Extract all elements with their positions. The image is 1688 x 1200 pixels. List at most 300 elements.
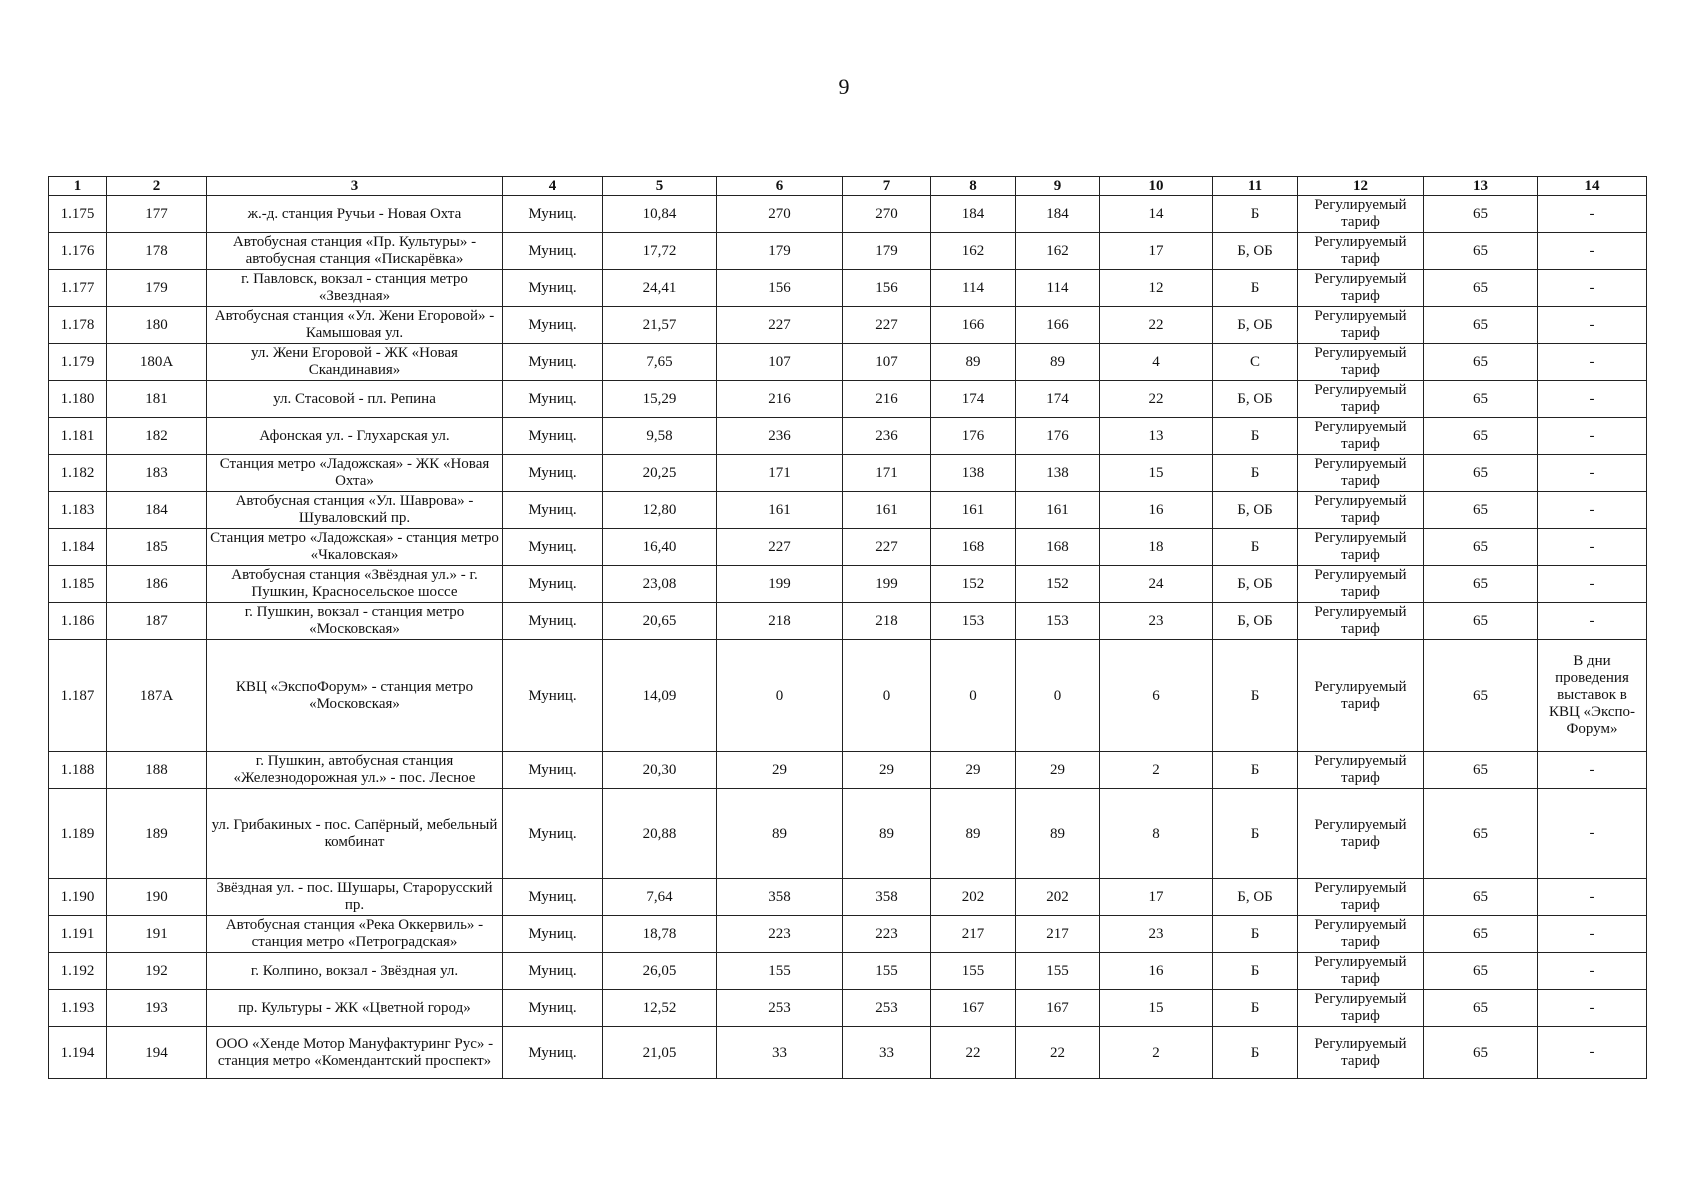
route-number-cell: 189 (107, 789, 207, 879)
route-length-cell: 18,78 (603, 916, 717, 953)
vehicle-count-cell: 16 (1100, 492, 1213, 529)
fare-cell: 65 (1424, 916, 1538, 953)
row-number-cell: 1.175 (49, 196, 107, 233)
route-name-cell: Станция метро «Ладожская» - станция метро «Чкаловская» (207, 529, 503, 566)
vehicle-class-cell: Б, ОБ (1213, 233, 1298, 270)
note-cell: - (1538, 752, 1647, 789)
vehicle-class-cell: Б (1213, 953, 1298, 990)
vehicle-count-cell: 23 (1100, 603, 1213, 640)
value-7-cell: 216 (843, 381, 931, 418)
row-number-cell: 1.179 (49, 344, 107, 381)
value-9-cell: 114 (1016, 270, 1100, 307)
route-number-cell: 192 (107, 953, 207, 990)
route-name-cell: г. Пушкин, автобусная станция «Железнодорожная ул.» - пос. Лесное (207, 752, 503, 789)
vehicle-count-cell: 12 (1100, 270, 1213, 307)
column-header-7: 7 (843, 177, 931, 196)
route-length-cell: 20,30 (603, 752, 717, 789)
value-8-cell: 29 (931, 752, 1016, 789)
route-name-cell: ж.-д. станция Ручьи - Новая Охта (207, 196, 503, 233)
row-number-cell: 1.183 (49, 492, 107, 529)
value-7-cell: 89 (843, 789, 931, 879)
route-number-cell: 193 (107, 990, 207, 1027)
route-type-cell: Муниц. (503, 307, 603, 344)
route-number-cell: 177 (107, 196, 207, 233)
fare-cell: 65 (1424, 566, 1538, 603)
vehicle-class-cell: Б (1213, 640, 1298, 752)
route-length-cell: 16,40 (603, 529, 717, 566)
value-7-cell: 107 (843, 344, 931, 381)
table-row (49, 196, 1647, 233)
table-body (49, 196, 1647, 1079)
row-number-cell: 1.180 (49, 381, 107, 418)
table-row (49, 916, 1647, 953)
vehicle-class-cell: Б, ОБ (1213, 307, 1298, 344)
table-row (49, 953, 1647, 990)
route-type-cell: Муниц. (503, 990, 603, 1027)
route-number-cell: 178 (107, 233, 207, 270)
value-8-cell: 114 (931, 270, 1016, 307)
value-6-cell: 155 (717, 953, 843, 990)
value-6-cell: 223 (717, 916, 843, 953)
route-name-cell: ул. Стасовой - пл. Репина (207, 381, 503, 418)
route-type-cell: Муниц. (503, 381, 603, 418)
route-name-cell: Звёздная ул. - пос. Шушары, Старорусский пр. (207, 879, 503, 916)
value-9-cell: 184 (1016, 196, 1100, 233)
table-row (49, 418, 1647, 455)
value-8-cell: 153 (931, 603, 1016, 640)
value-9-cell: 167 (1016, 990, 1100, 1027)
route-type-cell: Муниц. (503, 1027, 603, 1079)
route-length-cell: 21,05 (603, 1027, 717, 1079)
vehicle-count-cell: 18 (1100, 529, 1213, 566)
table-row (49, 307, 1647, 344)
fare-cell: 65 (1424, 640, 1538, 752)
value-8-cell: 184 (931, 196, 1016, 233)
vehicle-count-cell: 2 (1100, 1027, 1213, 1079)
value-6-cell: 358 (717, 879, 843, 916)
table-row (49, 233, 1647, 270)
table-row (49, 990, 1647, 1027)
fare-cell: 65 (1424, 879, 1538, 916)
value-9-cell: 202 (1016, 879, 1100, 916)
note-cell: - (1538, 455, 1647, 492)
route-number-cell: 188 (107, 752, 207, 789)
row-number-cell: 1.191 (49, 916, 107, 953)
route-number-cell: 187 (107, 603, 207, 640)
route-name-cell: Автобусная станция «Ул. Жени Егоровой» - Камышовая ул. (207, 307, 503, 344)
table-row (49, 640, 1647, 752)
vehicle-class-cell: Б, ОБ (1213, 381, 1298, 418)
value-9-cell: 89 (1016, 789, 1100, 879)
fare-cell: 65 (1424, 603, 1538, 640)
value-9-cell: 29 (1016, 752, 1100, 789)
column-header-11: 11 (1213, 177, 1298, 196)
value-9-cell: 174 (1016, 381, 1100, 418)
route-length-cell: 9,58 (603, 418, 717, 455)
note-cell: - (1538, 307, 1647, 344)
route-number-cell: 180 (107, 307, 207, 344)
value-7-cell: 218 (843, 603, 931, 640)
value-8-cell: 89 (931, 344, 1016, 381)
tariff-type-cell: Регулируемый тариф (1298, 307, 1424, 344)
fare-cell: 65 (1424, 1027, 1538, 1079)
vehicle-class-cell: Б (1213, 455, 1298, 492)
tariff-type-cell: Регулируемый тариф (1298, 916, 1424, 953)
fare-cell: 65 (1424, 307, 1538, 344)
route-number-cell: 182 (107, 418, 207, 455)
route-name-cell: Автобусная станция «Пр. Культуры» - автобусная станция «Пискарёвка» (207, 233, 503, 270)
route-length-cell: 17,72 (603, 233, 717, 270)
tariff-type-cell: Регулируемый тариф (1298, 752, 1424, 789)
table-row (49, 492, 1647, 529)
row-number-cell: 1.177 (49, 270, 107, 307)
route-number-cell: 184 (107, 492, 207, 529)
route-length-cell: 23,08 (603, 566, 717, 603)
route-length-cell: 7,65 (603, 344, 717, 381)
value-8-cell: 0 (931, 640, 1016, 752)
value-6-cell: 29 (717, 752, 843, 789)
value-8-cell: 22 (931, 1027, 1016, 1079)
note-cell: - (1538, 916, 1647, 953)
route-length-cell: 21,57 (603, 307, 717, 344)
vehicle-count-cell: 17 (1100, 879, 1213, 916)
vehicle-count-cell: 15 (1100, 990, 1213, 1027)
value-8-cell: 166 (931, 307, 1016, 344)
route-name-cell: Автобусная станция «Звёздная ул.» - г. Пушкин, Красносельское шоссе (207, 566, 503, 603)
route-number-cell: 186 (107, 566, 207, 603)
route-length-cell: 12,80 (603, 492, 717, 529)
fare-cell: 65 (1424, 344, 1538, 381)
route-name-cell: ул. Жени Егоровой - ЖК «Новая Скандинавия» (207, 344, 503, 381)
route-length-cell: 7,64 (603, 879, 717, 916)
column-header-5: 5 (603, 177, 717, 196)
table-row (49, 455, 1647, 492)
value-8-cell: 89 (931, 789, 1016, 879)
route-type-cell: Муниц. (503, 455, 603, 492)
column-header-4: 4 (503, 177, 603, 196)
note-cell: - (1538, 953, 1647, 990)
route-name-cell: г. Пушкин, вокзал - станция метро «Московская» (207, 603, 503, 640)
row-number-cell: 1.184 (49, 529, 107, 566)
route-name-cell: Станция метро «Ладожская» - ЖК «Новая Охта» (207, 455, 503, 492)
route-type-cell: Муниц. (503, 233, 603, 270)
vehicle-count-cell: 2 (1100, 752, 1213, 789)
route-length-cell: 20,88 (603, 789, 717, 879)
table-row (49, 879, 1647, 916)
note-cell: - (1538, 270, 1647, 307)
route-number-cell: 190 (107, 879, 207, 916)
row-number-cell: 1.188 (49, 752, 107, 789)
vehicle-count-cell: 22 (1100, 381, 1213, 418)
value-6-cell: 227 (717, 307, 843, 344)
tariff-type-cell: Регулируемый тариф (1298, 529, 1424, 566)
tariff-type-cell: Регулируемый тариф (1298, 603, 1424, 640)
value-8-cell: 167 (931, 990, 1016, 1027)
row-number-cell: 1.192 (49, 953, 107, 990)
fare-cell: 65 (1424, 789, 1538, 879)
vehicle-class-cell: Б, ОБ (1213, 492, 1298, 529)
value-7-cell: 179 (843, 233, 931, 270)
tariff-type-cell: Регулируемый тариф (1298, 418, 1424, 455)
note-cell: - (1538, 1027, 1647, 1079)
value-9-cell: 168 (1016, 529, 1100, 566)
note-cell: - (1538, 233, 1647, 270)
vehicle-count-cell: 24 (1100, 566, 1213, 603)
column-header-2: 2 (107, 177, 207, 196)
route-length-cell: 20,25 (603, 455, 717, 492)
value-9-cell: 89 (1016, 344, 1100, 381)
tariff-type-cell: Регулируемый тариф (1298, 953, 1424, 990)
value-7-cell: 227 (843, 529, 931, 566)
route-name-cell: ООО «Хенде Мотор Мануфактуринг Рус» - станция метро «Комендантский проспект» (207, 1027, 503, 1079)
route-type-cell: Муниц. (503, 916, 603, 953)
vehicle-count-cell: 15 (1100, 455, 1213, 492)
tariff-type-cell: Регулируемый тариф (1298, 879, 1424, 916)
value-8-cell: 168 (931, 529, 1016, 566)
value-7-cell: 0 (843, 640, 931, 752)
note-cell: - (1538, 603, 1647, 640)
table-row (49, 789, 1647, 879)
route-length-cell: 10,84 (603, 196, 717, 233)
tariff-type-cell: Регулируемый тариф (1298, 455, 1424, 492)
route-number-cell: 181 (107, 381, 207, 418)
vehicle-class-cell: Б (1213, 990, 1298, 1027)
fare-cell: 65 (1424, 381, 1538, 418)
vehicle-class-cell: Б (1213, 270, 1298, 307)
value-9-cell: 22 (1016, 1027, 1100, 1079)
value-8-cell: 174 (931, 381, 1016, 418)
route-name-cell: г. Павловск, вокзал - станция метро «Звездная» (207, 270, 503, 307)
route-type-cell: Муниц. (503, 270, 603, 307)
route-type-cell: Муниц. (503, 603, 603, 640)
route-number-cell: 185 (107, 529, 207, 566)
column-header-13: 13 (1424, 177, 1538, 196)
tariff-type-cell: Регулируемый тариф (1298, 270, 1424, 307)
header-row (49, 177, 1647, 196)
route-length-cell: 15,29 (603, 381, 717, 418)
tariff-type-cell: Регулируемый тариф (1298, 196, 1424, 233)
value-6-cell: 171 (717, 455, 843, 492)
route-number-cell: 187А (107, 640, 207, 752)
vehicle-class-cell: Б (1213, 789, 1298, 879)
table-header (49, 177, 1647, 196)
table-row (49, 344, 1647, 381)
fare-cell: 65 (1424, 990, 1538, 1027)
fare-cell: 65 (1424, 418, 1538, 455)
note-cell: - (1538, 418, 1647, 455)
value-9-cell: 0 (1016, 640, 1100, 752)
vehicle-class-cell: Б (1213, 418, 1298, 455)
vehicle-class-cell: С (1213, 344, 1298, 381)
value-6-cell: 107 (717, 344, 843, 381)
value-7-cell: 227 (843, 307, 931, 344)
table-row (49, 529, 1647, 566)
row-number-cell: 1.190 (49, 879, 107, 916)
vehicle-count-cell: 16 (1100, 953, 1213, 990)
tariff-type-cell: Регулируемый тариф (1298, 789, 1424, 879)
route-type-cell: Муниц. (503, 752, 603, 789)
fare-cell: 65 (1424, 492, 1538, 529)
value-8-cell: 138 (931, 455, 1016, 492)
value-6-cell: 199 (717, 566, 843, 603)
route-name-cell: ул. Грибакиных - пос. Сапёрный, мебельный комбинат (207, 789, 503, 879)
value-6-cell: 33 (717, 1027, 843, 1079)
value-9-cell: 152 (1016, 566, 1100, 603)
row-number-cell: 1.178 (49, 307, 107, 344)
value-6-cell: 270 (717, 196, 843, 233)
value-8-cell: 202 (931, 879, 1016, 916)
fare-cell: 65 (1424, 196, 1538, 233)
vehicle-class-cell: Б, ОБ (1213, 603, 1298, 640)
route-name-cell: Афонская ул. - Глухарская ул. (207, 418, 503, 455)
value-8-cell: 162 (931, 233, 1016, 270)
value-8-cell: 176 (931, 418, 1016, 455)
vehicle-class-cell: Б (1213, 916, 1298, 953)
fare-cell: 65 (1424, 529, 1538, 566)
row-number-cell: 1.181 (49, 418, 107, 455)
value-6-cell: 0 (717, 640, 843, 752)
vehicle-class-cell: Б, ОБ (1213, 566, 1298, 603)
vehicle-count-cell: 22 (1100, 307, 1213, 344)
note-cell: - (1538, 529, 1647, 566)
row-number-cell: 1.194 (49, 1027, 107, 1079)
vehicle-class-cell: Б (1213, 1027, 1298, 1079)
fare-cell: 65 (1424, 455, 1538, 492)
tariff-type-cell: Регулируемый тариф (1298, 492, 1424, 529)
tariff-type-cell: Регулируемый тариф (1298, 566, 1424, 603)
route-number-cell: 180А (107, 344, 207, 381)
table-row (49, 1027, 1647, 1079)
fare-cell: 65 (1424, 752, 1538, 789)
vehicle-count-cell: 4 (1100, 344, 1213, 381)
row-number-cell: 1.187 (49, 640, 107, 752)
note-cell: - (1538, 492, 1647, 529)
row-number-cell: 1.182 (49, 455, 107, 492)
value-6-cell: 218 (717, 603, 843, 640)
value-8-cell: 155 (931, 953, 1016, 990)
row-number-cell: 1.193 (49, 990, 107, 1027)
value-6-cell: 89 (717, 789, 843, 879)
vehicle-class-cell: Б (1213, 529, 1298, 566)
value-6-cell: 253 (717, 990, 843, 1027)
value-9-cell: 176 (1016, 418, 1100, 455)
value-8-cell: 152 (931, 566, 1016, 603)
route-name-cell: Автобусная станция «Река Оккервиль» - станция метро «Петроградская» (207, 916, 503, 953)
row-number-cell: 1.176 (49, 233, 107, 270)
value-6-cell: 179 (717, 233, 843, 270)
vehicle-count-cell: 23 (1100, 916, 1213, 953)
note-cell: - (1538, 196, 1647, 233)
route-type-cell: Муниц. (503, 566, 603, 603)
row-number-cell: 1.185 (49, 566, 107, 603)
tariff-type-cell: Регулируемый тариф (1298, 344, 1424, 381)
value-7-cell: 156 (843, 270, 931, 307)
value-6-cell: 236 (717, 418, 843, 455)
table-row (49, 752, 1647, 789)
route-length-cell: 12,52 (603, 990, 717, 1027)
value-9-cell: 162 (1016, 233, 1100, 270)
route-number-cell: 191 (107, 916, 207, 953)
table-row (49, 270, 1647, 307)
vehicle-count-cell: 8 (1100, 789, 1213, 879)
value-6-cell: 161 (717, 492, 843, 529)
value-8-cell: 217 (931, 916, 1016, 953)
route-length-cell: 26,05 (603, 953, 717, 990)
fare-cell: 65 (1424, 233, 1538, 270)
route-length-cell: 24,41 (603, 270, 717, 307)
route-type-cell: Муниц. (503, 953, 603, 990)
value-6-cell: 227 (717, 529, 843, 566)
route-type-cell: Муниц. (503, 640, 603, 752)
route-length-cell: 20,65 (603, 603, 717, 640)
route-type-cell: Муниц. (503, 879, 603, 916)
fare-cell: 65 (1424, 270, 1538, 307)
route-type-cell: Муниц. (503, 492, 603, 529)
value-8-cell: 161 (931, 492, 1016, 529)
route-number-cell: 194 (107, 1027, 207, 1079)
vehicle-count-cell: 13 (1100, 418, 1213, 455)
column-header-3: 3 (207, 177, 503, 196)
vehicle-count-cell: 14 (1100, 196, 1213, 233)
route-type-cell: Муниц. (503, 196, 603, 233)
route-name-cell: пр. Культуры - ЖК «Цветной город» (207, 990, 503, 1027)
column-header-14: 14 (1538, 177, 1647, 196)
value-9-cell: 161 (1016, 492, 1100, 529)
route-name-cell: г. Колпино, вокзал - Звёздная ул. (207, 953, 503, 990)
route-type-cell: Муниц. (503, 418, 603, 455)
vehicle-class-cell: Б, ОБ (1213, 879, 1298, 916)
tariff-type-cell: Регулируемый тариф (1298, 233, 1424, 270)
value-9-cell: 155 (1016, 953, 1100, 990)
tariff-type-cell: Регулируемый тариф (1298, 990, 1424, 1027)
column-header-8: 8 (931, 177, 1016, 196)
value-7-cell: 171 (843, 455, 931, 492)
column-header-12: 12 (1298, 177, 1424, 196)
note-cell: - (1538, 990, 1647, 1027)
route-length-cell: 14,09 (603, 640, 717, 752)
note-cell: - (1538, 381, 1647, 418)
page-number: 9 (838, 74, 850, 99)
column-header-10: 10 (1100, 177, 1213, 196)
routes-table (48, 176, 1647, 1079)
value-7-cell: 236 (843, 418, 931, 455)
route-name-cell: Автобусная станция «Ул. Шаврова» - Шуваловский пр. (207, 492, 503, 529)
route-type-cell: Муниц. (503, 789, 603, 879)
column-header-1: 1 (49, 177, 107, 196)
value-7-cell: 223 (843, 916, 931, 953)
value-7-cell: 161 (843, 492, 931, 529)
value-7-cell: 33 (843, 1027, 931, 1079)
table-row (49, 603, 1647, 640)
row-number-cell: 1.189 (49, 789, 107, 879)
table-row (49, 566, 1647, 603)
table-row (49, 381, 1647, 418)
column-header-6: 6 (717, 177, 843, 196)
vehicle-count-cell: 6 (1100, 640, 1213, 752)
value-7-cell: 358 (843, 879, 931, 916)
value-6-cell: 216 (717, 381, 843, 418)
route-type-cell: Муниц. (503, 344, 603, 381)
value-9-cell: 166 (1016, 307, 1100, 344)
tariff-type-cell: Регулируемый тариф (1298, 381, 1424, 418)
value-7-cell: 29 (843, 752, 931, 789)
value-7-cell: 270 (843, 196, 931, 233)
tariff-type-cell: Регулируемый тариф (1298, 640, 1424, 752)
note-cell: - (1538, 879, 1647, 916)
vehicle-class-cell: Б (1213, 752, 1298, 789)
route-number-cell: 183 (107, 455, 207, 492)
vehicle-class-cell: Б (1213, 196, 1298, 233)
